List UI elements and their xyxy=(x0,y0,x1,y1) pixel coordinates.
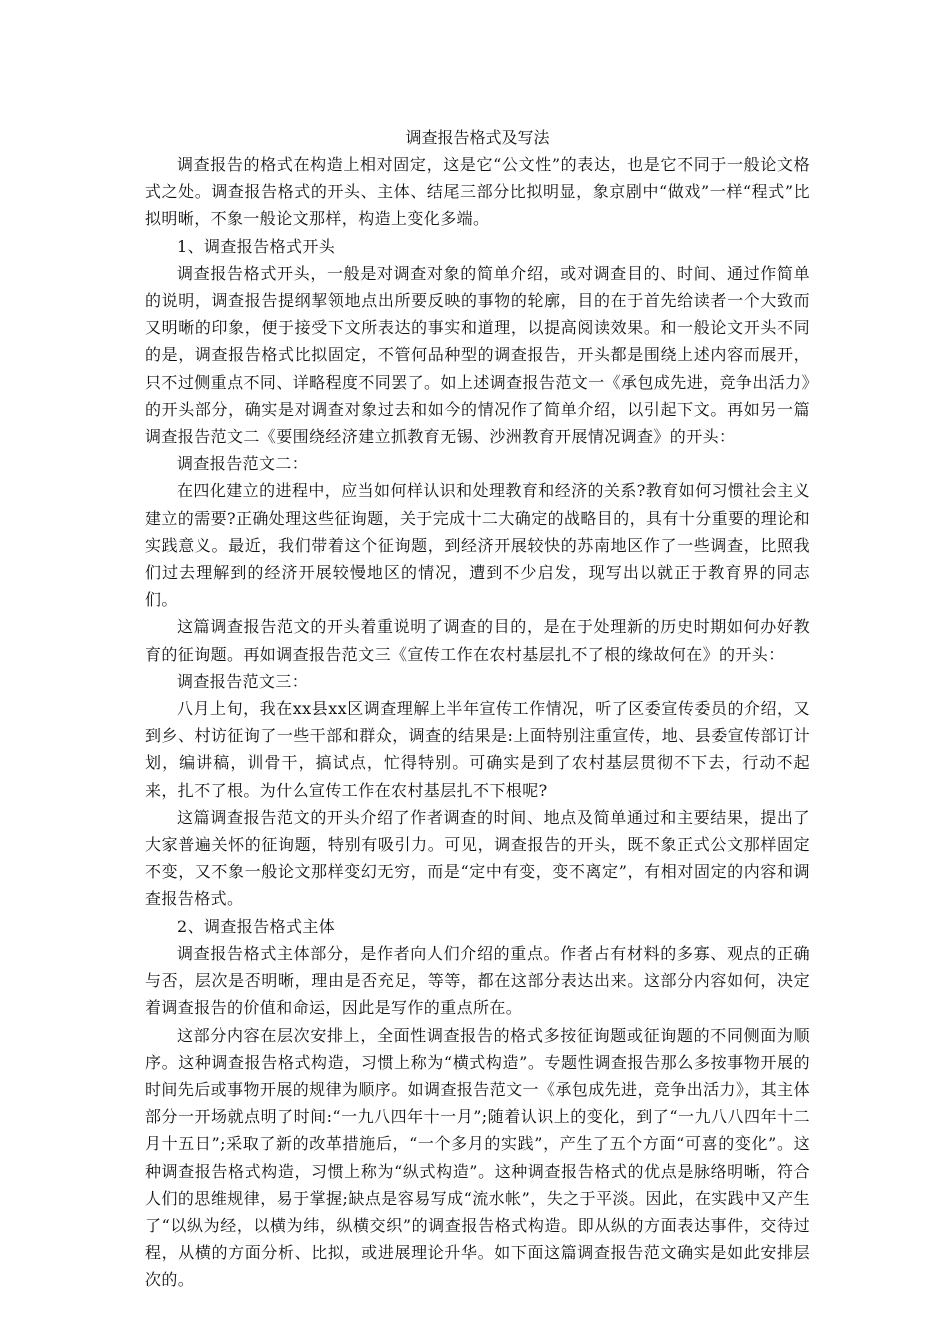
paragraph-structure: 这部分内容在层次安排上，全面性调查报告的格式多按征询题或征询题的不同侧面为顺序。这种调查报告格式构造，习惯上称为“横式构造”。专题性调查报告那么多按事物开展的时间先后或事物开展的规律为顺序。如调查报告范文一《承包成先进，竞争出活力》，其主体部分一开场就点明了时间:“一九八四年十一月”;随着认识上的变化，到了“一九八八四年十二月十五日”;采取了新的改革措施后，“一个多月的实践”，产生了五个方面“可喜的变化”。这种调查报告格式构造，习惯上称为“纵式构造”。这种调查报告格式的优点是脉络明晰，符合人们的思维规律，易于掌握;缺点是容易写成“流水帐”，失之于平淡。因此，在实践中又产生了“以纵为经，以横为纬，纵横交织”的调查报告格式构造。即从纵的方面表达事件，交待过程，从横的方面分析、比拟，或进展理论升华。如下面这篇调查报告范文确实是如此安排层次的。 xyxy=(145,1025,810,1290)
paragraph-opening: 调查报告格式开头，一般是对调查对象的简单介绍，或对调查目的、时间、通过作简单的说明，调查报告提纲挈领地点出所要反映的事物的轮廓，目的在于首先给读者一个大致而又明晰的印象，便于接受下文所表达的事实和道理，以提高阅读效果。和一般论文开头不同的是，调查报告格式比拟固定，不管何品种型的调查报告，开头都是围绕上述内容而展开，只不过侧重点不同、详略程度不同罢了。如上述调查报告范文一《承包成先进，竞争出活力》的开头部分，确实是对调查对象过去和如今的情况作了简单介绍，以引起下文。再如另一篇调查报告范文二《要围绕经济建立抓教育无锡、沙洲教育开展情况调查》的开头： xyxy=(145,263,810,447)
paragraph-example-2-comment: 这篇调查报告范文的开头着重说明了调查的目的，是在于处理新的历史时期如何办好教育的征询题。再如调查报告范文三《宣传工作在农村基层扎不了根的缘故何在》的开头： xyxy=(145,617,810,664)
section-heading-body: 2、调查报告格式主体 xyxy=(177,916,336,936)
paragraph-example-3-comment: 这篇调查报告范文的开头介绍了作者调查的时间、地点及简单通过和主要结果，提出了大家普遍关怀的征询题，特别有吸引力。可见，调查报告的开头，既不象正式公文那样固定不变，又不象一般论文那样变幻无穷，而是“定中有变，变不离定”，有相对固定的内容和调查报告格式。 xyxy=(145,807,810,909)
paragraph-intro: 调查报告的格式在构造上相对固定，这是它“公文性”的表达，也是它不同于一般论文格式之处。调查报告格式的开头、主体、结尾三部分比拟明显，象京剧中“做戏”一样“程式”比拟明晰，不象一般论文那样，构造上变化多端。 xyxy=(145,155,810,229)
document-page xyxy=(145,124,810,1294)
section-heading-opening: 1、调查报告格式开头 xyxy=(177,236,336,256)
example-text-2: 在四化建立的进程中，应当如何样认识和处理教育和经济的关系?教育如何习惯社会主义建立的需要?正确处理这些征询题，关于完成十二大确定的战略目的，具有十分重要的理论和实践意义。最近，我们带着这个征询题，到经济开展较快的苏南地区作了一些调查，比照我们过去理解到的经济开展较慢地区的情况，遭到不少启发，现写出以就正于教育界的同志们。 xyxy=(145,481,810,610)
paragraph-body: 调查报告格式主体部分，是作者向人们介绍的重点。作者占有材料的多寡、观点的正确与否，层次是否明晰，理由是否充足，等等，都在这部分表达出来。这部分内容如何，决定着调查报告的价值和命运，因此是写作的重点所在。 xyxy=(145,943,810,1018)
example-text-3: 八月上旬，我在xx县xx区调查理解上半年宣传工作情况，听了区委宣传委员的介绍，又到乡、村访征询了一些干部和群众，调查的结果是:上面特别注重宣传，地、县委宣传部订计划，编讲稿，训骨干，搞试点，忙得特别。可确实是到了农村基层贯彻不下去，行动不起来，扎不了根。为什么宣传工作在农村基层扎不下根呢? xyxy=(145,699,810,800)
example-label-3: 调查报告范文三： xyxy=(177,671,309,691)
example-label-2: 调查报告范文二： xyxy=(177,454,309,474)
document-title: 调查报告格式及写法 xyxy=(405,128,550,147)
